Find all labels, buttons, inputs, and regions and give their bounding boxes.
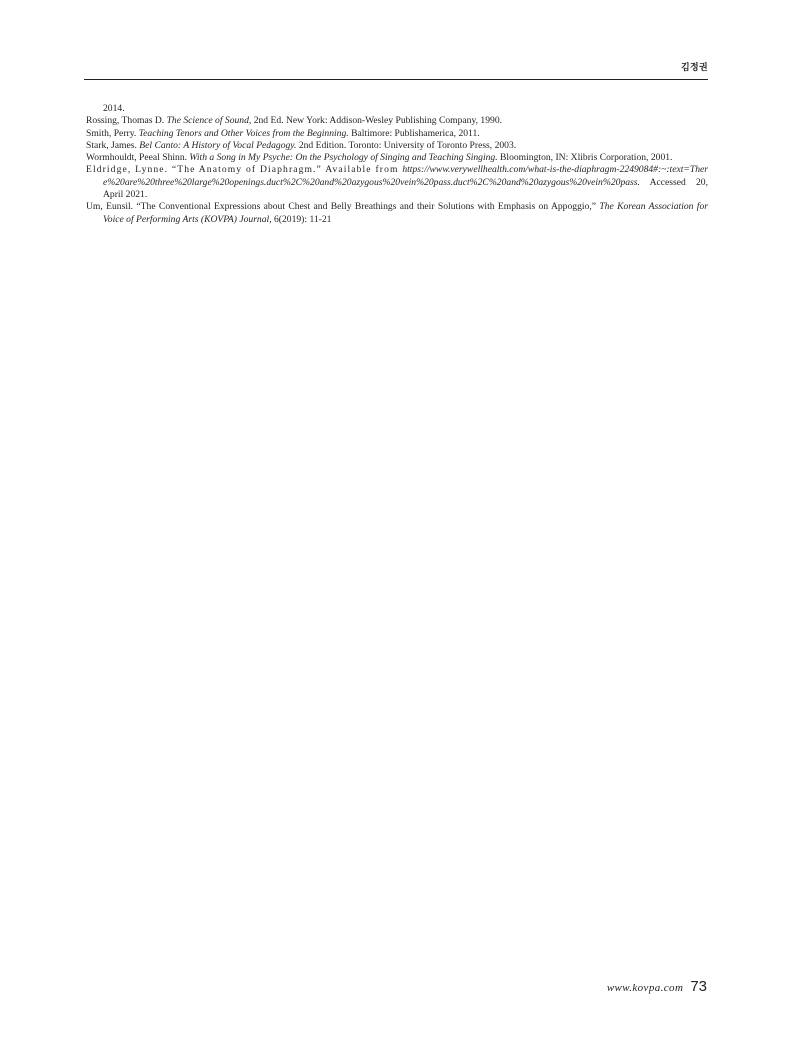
reference-author: Rossing, Thomas D. (86, 115, 167, 127)
page-footer (607, 978, 707, 998)
reference-publication: , 6(2019): 11-21 (269, 213, 332, 225)
reference-title: Teaching Tenors and Other Voices from the Beginning. (138, 127, 349, 139)
reference-title: The Science of Sound (166, 115, 249, 127)
reference-title: With a Song in My Psyche: On the Psychology of Singing and Teaching Singing. (189, 152, 498, 164)
reference-publication: , 2nd Ed. New York: Addison-Wesley Publishing Company, 1990. (248, 115, 503, 127)
reference-author: Eldridge, Lynne. “The Anatomy of Diaphragm.” Available from (86, 164, 403, 176)
reference-journal: The Korean Association for Voice of Performing Arts (KOVPA) Journal (103, 201, 708, 225)
reference-accessed: Accessed 20, April 2021. (103, 176, 708, 201)
reference-author: Stark, James. (86, 139, 140, 151)
reference-publication: Baltimore: Publishamerica, 2011. (348, 127, 480, 139)
running-head (84, 62, 708, 80)
reference-eldridge (86, 164, 708, 201)
reference-stark (86, 140, 708, 152)
reference-continuation (86, 103, 708, 115)
reference-smith (86, 128, 708, 140)
reference-um (86, 201, 708, 226)
reference-rossing (86, 115, 708, 127)
reference-link[interactable]: https://www.verywellhealth.com/what-is-the-diaphragm-2249084#:~:text=There%20are%20three%20large%20openings.duct%2C%20and%20azygous%20vein%20pass.duct%2C%20and%20azygous%20vein%20pass. (103, 164, 708, 188)
reference-wormhoudt (86, 152, 708, 164)
reference-publication: 2nd Edition. Toronto: University of Toronto Press, 2003. (296, 139, 517, 151)
reference-author: Smith, Perry. (86, 127, 139, 139)
page-number: 73 (690, 978, 707, 995)
reference-publication: Bloomington, IN: Xlibris Corporation, 2001. (497, 152, 673, 164)
reference-author: Um, Eunsil. “The Conventional Expressions about Chest and Belly Breathings and their Solutions with Emphasis on Appoggio,” (86, 201, 600, 213)
footer-url[interactable]: www.kovpa.com (606, 982, 684, 994)
reference-author: Wormhouldt, Peeal Shinn. (86, 152, 190, 164)
reference-text: 2014. (103, 103, 125, 114)
reference-list (86, 103, 708, 226)
reference-title: Bel Canto: A History of Vocal Pedagogy. (139, 139, 297, 151)
running-head-author: 김정권 (681, 63, 708, 73)
